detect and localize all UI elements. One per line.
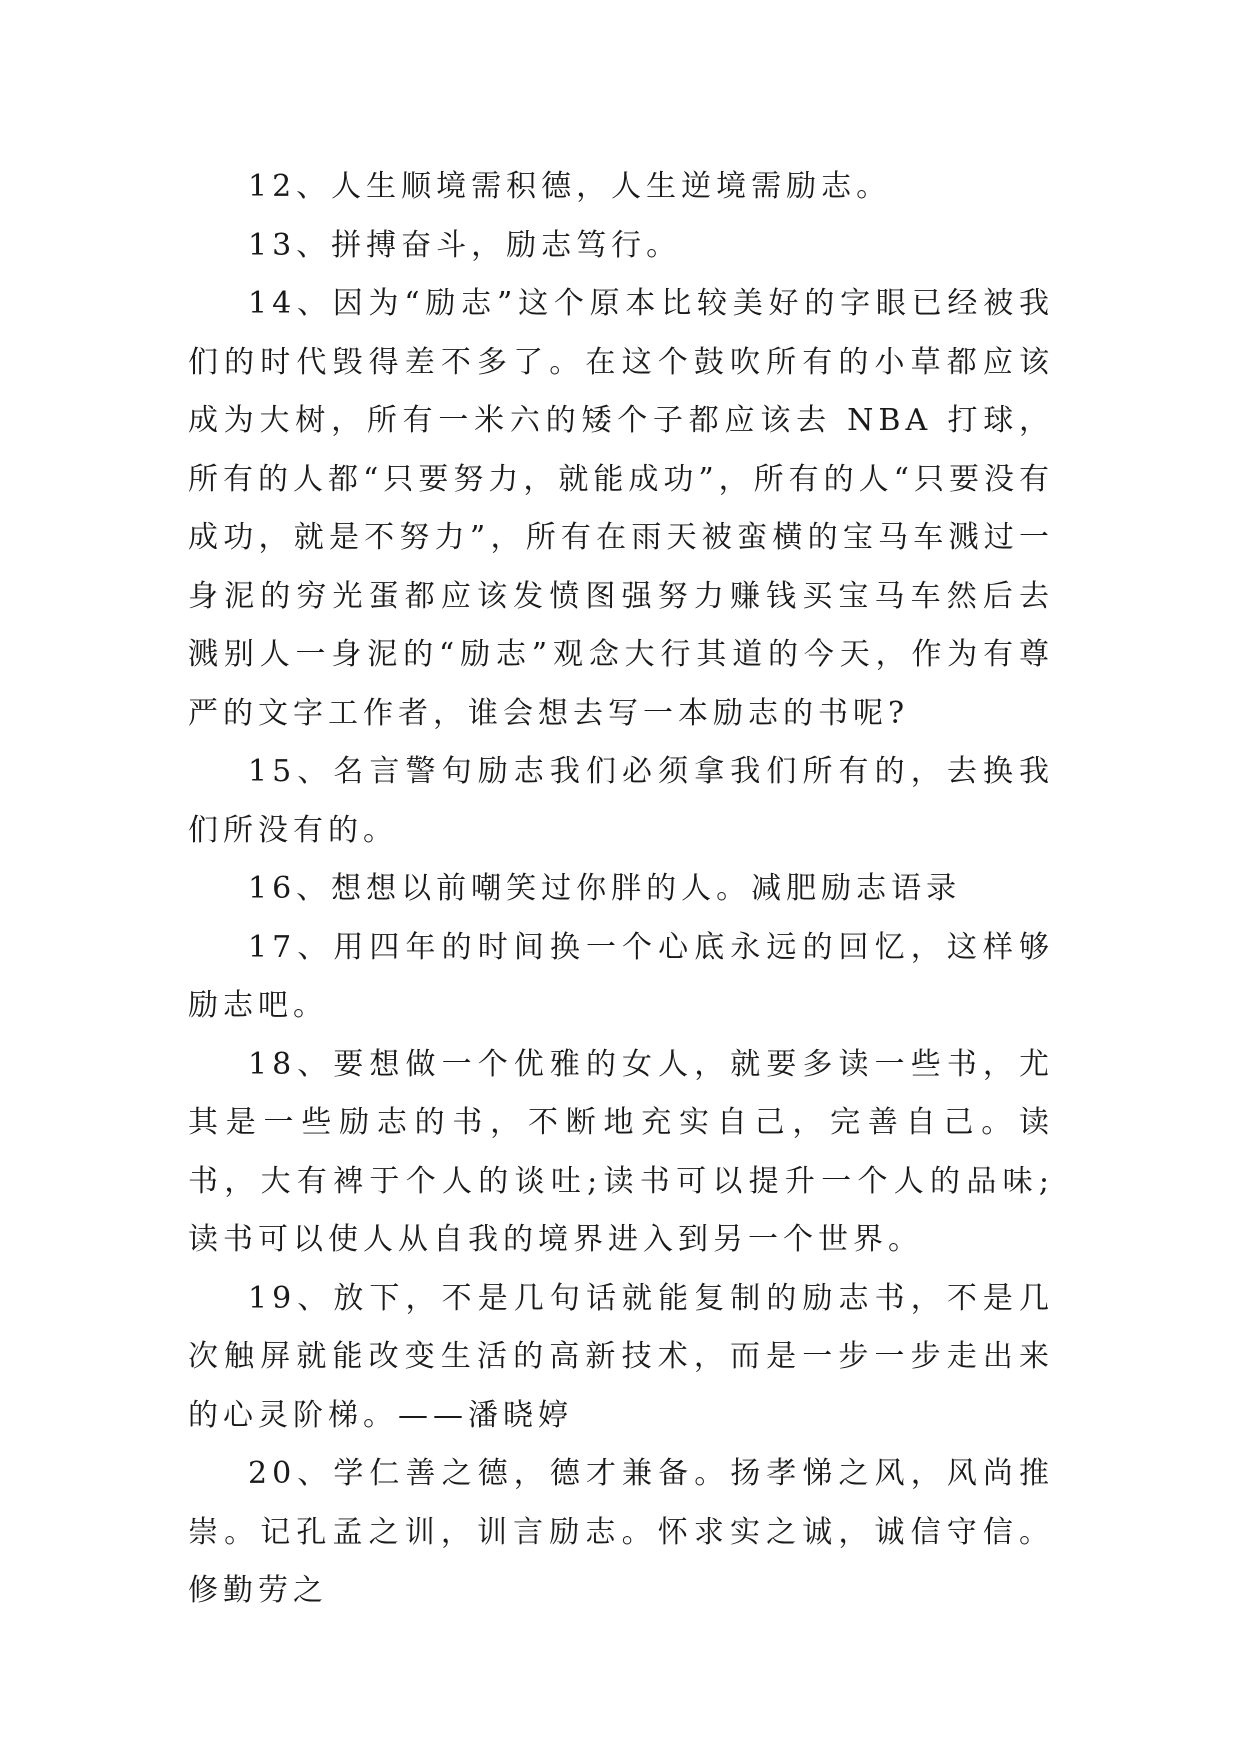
paragraph-18: 18、要想做一个优雅的女人，就要多读一些书，尤其是一些励志的书，不断地充实自己，完善自己。读书，大有裨于个人的谈吐;读书可以提升一个人的品味;读书可以使人从自我的境界进入到另一个世界。	[188, 1046, 1054, 1257]
paragraph-16: 16、想想以前嘲笑过你胖的人。减肥励志语录	[248, 871, 962, 906]
paragraph-17: 17、用四年的时间换一个心底永远的回忆，这样够励志吧。	[188, 929, 1054, 1023]
paragraph-14: 14、因为“励志”这个原本比较美好的字眼已经被我们的时代毁得差不多了。在这个鼓吹所有的小草都应该成为大树，所有一米六的矮个子都应该去 NBA 打球，所有的人都“只要努力，就能成功”，所有的人“只要没有成功，就是不努力”，所有在雨天被蛮横的宝马车溅过一身泥的穷光蛋都应该发愤图强努力赚钱买宝马车然后去溅别人一身泥的“励志”观念大行其道的今天，作为有尊严的文字工作者，谁会想去写一本励志的书呢?	[188, 286, 1055, 731]
paragraph-19: 19、放下，不是几句话就能复制的励志书，不是几次触屏就能改变生活的高新技术，而是一步一步走出来的心灵阶梯。——潘晓婷	[188, 1280, 1054, 1433]
paragraph-13: 13、拼搏奋斗，励志笃行。	[248, 227, 682, 263]
document-body	[188, 158, 1054, 1621]
paragraph-12: 12、人生顺境需积德，人生逆境需励志。	[248, 169, 892, 204]
paragraph-20: 20、学仁善之德，德才兼备。扬孝悌之风，风尚推崇。记孔孟之训，训言励志。怀求实之诚，诚信守信。修勤劳之	[188, 1456, 1054, 1608]
paragraph-15: 15、名言警句励志我们必须拿我们所有的，去换我们所没有的。	[188, 754, 1054, 848]
